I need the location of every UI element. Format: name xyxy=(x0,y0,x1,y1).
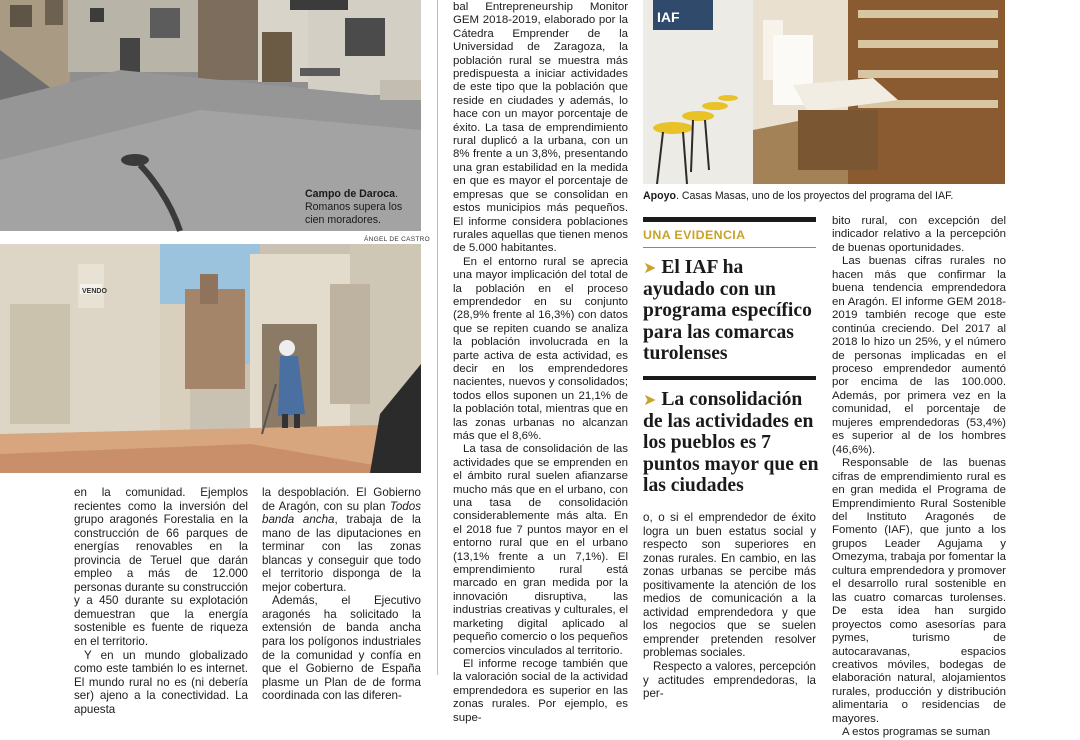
kicker-top-bar xyxy=(643,217,816,222)
caption-bold: Apoyo xyxy=(643,190,676,202)
text-run: la despoblación. El Gobierno de Aragón, con su plan xyxy=(262,486,421,513)
column-rule xyxy=(437,0,438,675)
paragraph: Respecto a valores, percepción y actitudes emprendedoras, la per- xyxy=(643,660,816,701)
headline-text: El IAF ha ayudado con un programa específico para las comarcas turolenses xyxy=(643,257,812,364)
sign-text: VENDO xyxy=(82,288,107,295)
paragraph: en la comunidad. Ejemplos recientes como la inversión del grupo aragonés Forestalia en la construcción de 66 parques de energías renovables en la provincia de Teruel que darán empleo a más de 12.000 personas durante su construcción y a 450 durante su explotación demuestran que la energía sostenible es fuente de riqueza en el territorio. xyxy=(74,486,249,649)
paragraph: Las buenas cifras rurales no hacen más que confirmar la buena tendencia emprendedora en Aragón. El informe GEM 2018-2019 también recoge que este continúa creciendo. Del 2017 al 2018 lo hizo un 25%, y el número de personas implicadas en el proceso emprendedor aumentó por encima de las 100.000. Además, por primera vez en la comunidad, el porcentaje de mujeres emprendedoras (53,4%) es superior al de los hombres (46,6%). xyxy=(832,255,1006,456)
svg-text:IAF: IAF xyxy=(657,9,680,25)
photo-caption-daroca xyxy=(305,188,417,227)
paragraph: El informe recoge también que la valoración social de la actividad emprendedora es superior en las zonas rurales. Por ejemplo, es supe- xyxy=(453,657,628,724)
headline-text: La consolidación de las actividades en los pueblos es 7 puntos mayor que en las ciudades xyxy=(643,389,819,496)
text-run: , trabaja de la mano de las diputaciones en terminar con las zonas blancas y conseguir que todo el territorio disponga de la mejor cobertura. xyxy=(262,513,421,594)
shop-photo xyxy=(643,0,1005,184)
photo-credit: ÁNGEL DE CASTRO xyxy=(364,236,431,243)
caption-bold: Campo de Daroca xyxy=(305,188,396,200)
arrow-icon: ➤ xyxy=(643,390,657,409)
caption-text: . Romanos supera los cien moradores. xyxy=(305,188,403,226)
paragraph: Además, el Ejecutivo aragonés ha solicitado la extensión de banda ancha para los polígonos industriales de la comunidad y confía en que el Gobierno de España plasme un Plan de de forma coordinada con las diferen- xyxy=(262,594,421,703)
article-column-2 xyxy=(262,486,421,703)
article-column-5 xyxy=(832,215,1006,740)
paragraph xyxy=(262,486,421,594)
sidebar-divider xyxy=(643,376,816,380)
sidebar-headline-1 xyxy=(643,257,819,365)
plan-name: Todos banda ancha xyxy=(262,499,421,527)
shop-photo-icon xyxy=(643,0,1005,184)
photo-caption-apoyo xyxy=(643,190,1005,203)
arrow-icon: ➤ xyxy=(643,258,657,277)
paragraph: La tasa de consolidación de las actividades que se emprenden en el ámbito rural suelen afianzarse mucho más que en el urbano, con una tasa de consolidación considerablemente más alta. En el 2018 fue 7 puntos mayor en el entorno rural que en el urbano (13,1% frente a un 7,1%). El emprendimiento rural está marcado en gran medida por la innovación disruptiva, las industrias creativas y culturales, el marketing digital aplicado al pequeño comercio o los pequeños comercios vinculados al territorio. xyxy=(453,443,628,657)
kicker-label: UNA EVIDENCIA xyxy=(643,228,746,242)
article-column-1 xyxy=(74,486,248,716)
paragraph: Y en un mundo globalizado como este también lo es internet. El mundo rural no es (ni debería ser) ajeno a la conectividad. La apuesta xyxy=(74,648,248,716)
caption-text: . Casas Masas, uno de los proyectos del programa del IAF. xyxy=(675,190,954,202)
paragraph: bal Entrepreneurship Monitor GEM 2018-2019, elaborado por la Cátedra Emprender de la Universidad de Zaragoza, la población rural se muestra más predispuesta a iniciar actividades de este tipo que la población que reside en ciudades y además, lo hace con un mayor porcentaje de éxito. La tasa de emprendimiento rural duplicó a la urbana, con un 8% frente a un 3,8%, presentando una gran estabilidad en la medida en que es mayor el porcentaje de empresas que se consolidan en estos municipios más pequeños. El informe considera poblaciones rurales aquellas que tienen menos de 5.000 habitantes. xyxy=(453,1,628,255)
kicker-underline xyxy=(643,247,816,248)
paragraph: o, o si el emprendedor de éxito logra un buen estatus social y respecto son superiores en zonas rurales. En cambio, en las zonas urbanas se percibe más positivamente la atención de los medios de comunicación a la actividad emprendedora y que los negocios que se suelen emprender pretenden resolver problemas sociales. xyxy=(643,511,816,660)
article-column-4 xyxy=(643,511,816,701)
paragraph: En el entorno rural se aprecia una mayor implicación del total de la población en el proceso emprendedor en su conjunto (28,9% frente al 16,3%) con datos que se repiten cuando se analiza la población involucrada en la parte activa de esta actividad, es decir en los emprendedores nacientes, nuevos y consolidados; todos ellos suponen un 21,1% de la población total, mientras que en las zonas urbanas no alcanzan más que el 8,6%. xyxy=(453,255,628,442)
village-photo xyxy=(0,244,421,473)
paragraph: Responsable de las buenas cifras de emprendimiento rural es en gran medida el Programa de Emprendimiento Rural Sostenible del Instituto Aragonés de Fomento (IAF), que junto a los grupos Leader Agujama y Omezyma, trabaja por fomentar la cultura emprendedora y promover el desarrollo rural sostenible en las cuatro comarcas turolenses. De esta idea han surgido proyectos como asesorías para pymes, turismo de autocaravanas, espacios creativos móviles, bodegas de elaboración natural, alojamientos rurales, producción y distribución alimentaria o residencias de mayores. xyxy=(832,457,1006,725)
paragraph: A estos programas se suman xyxy=(842,726,991,739)
village-photo-icon xyxy=(0,244,421,473)
paragraph: bito rural, con excepción del indicador relativo a la percepción de buenas oportunidades. xyxy=(832,215,1006,254)
article-column-3 xyxy=(453,1,628,725)
sidebar-headline-2 xyxy=(643,389,819,497)
